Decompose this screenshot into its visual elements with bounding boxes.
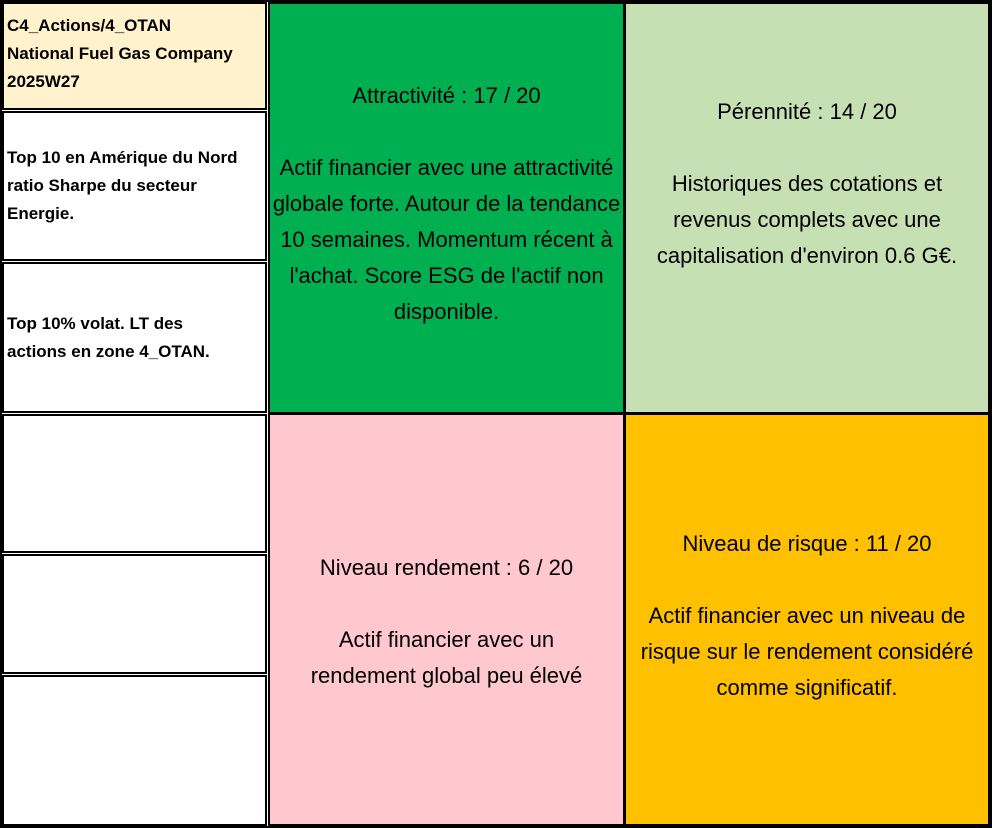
risque-quadrant bbox=[624, 413, 990, 826]
asset-category: C4_Actions/4_OTAN bbox=[7, 16, 172, 35]
attractivite-description: Actif financier avec une attractivité globale forte. Autour de la tendance 10 semaines. Momentum récent à l'achat. Score ESG de l'actif non disponible. bbox=[272, 155, 621, 324]
risque-title: Niveau de risque : 11 / 20 bbox=[682, 530, 932, 556]
perennite-quadrant bbox=[624, 2, 990, 414]
attractivite-quadrant bbox=[268, 2, 625, 414]
risque-description: Actif financier avec un niveau de risque sur le rendement considéré comme significatif. bbox=[640, 602, 974, 700]
rendement-description: Actif financier avec un rendement global peu élevé bbox=[310, 626, 583, 688]
ranking-volatility-text: Top 10% volat. LT des actions en zone 4_OTAN. bbox=[7, 313, 210, 361]
empty-cell-3 bbox=[2, 675, 267, 826]
asset-name: National Fuel Gas Company bbox=[7, 44, 233, 63]
ranking-sharpe-cell bbox=[2, 111, 267, 261]
perennite-description: Historiques des cotations et revenus complets avec une capitalisation d'environ 0.6 G€. bbox=[656, 171, 958, 268]
empty-cell-1 bbox=[2, 414, 267, 553]
attractivite-title: Attractivité : 17 / 20 bbox=[352, 83, 541, 108]
ranking-volatility-cell bbox=[2, 262, 267, 413]
asset-header-cell bbox=[2, 2, 267, 110]
perennite-title: Pérennité : 14 / 20 bbox=[717, 99, 897, 124]
rendement-title: Niveau rendement : 6 / 20 bbox=[319, 554, 574, 580]
rendement-quadrant bbox=[268, 413, 625, 826]
asset-week: 2025W27 bbox=[7, 72, 80, 91]
empty-cell-2 bbox=[2, 554, 267, 674]
ranking-sharpe-text: Top 10 en Amérique du Nord ratio Sharpe du secteur Energie. bbox=[7, 148, 238, 223]
